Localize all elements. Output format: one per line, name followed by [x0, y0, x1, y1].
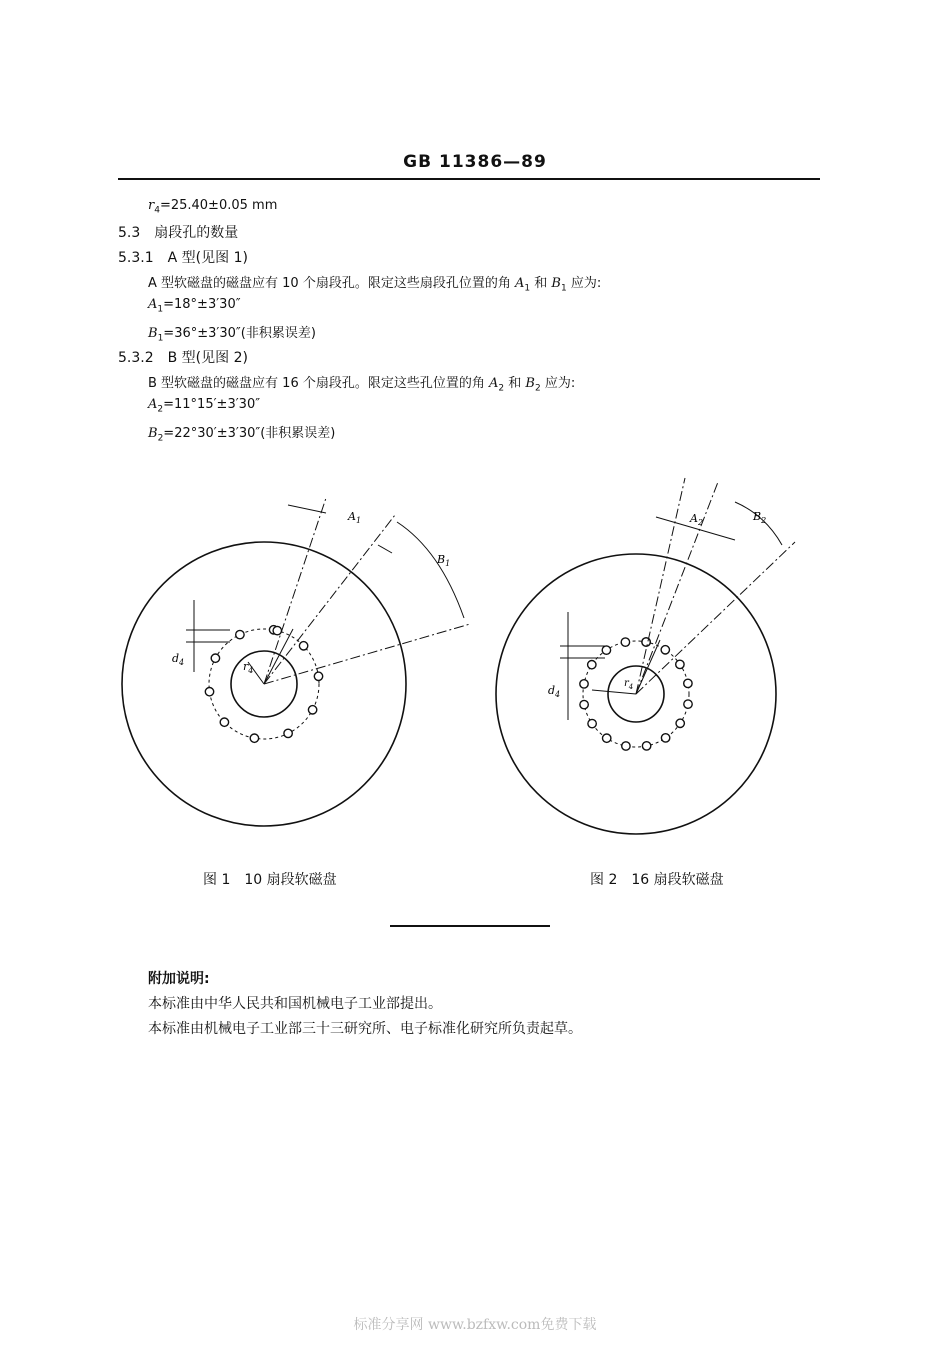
r4-spec-line: $r_4=25.40\pm 0.05$ mm: [148, 198, 278, 216]
figure-1-caption: 图 1 10 扇段软磁盘: [203, 872, 337, 888]
sector-hole: [661, 734, 669, 742]
figure-2-caption: 图 2 16 扇段软磁盘: [590, 872, 724, 888]
sector-hole: [220, 718, 228, 726]
figure-1-label-r4: $r_4$: [243, 660, 254, 675]
sector-hole: [580, 700, 588, 708]
sector-hole: [236, 630, 244, 638]
sector-hole: [314, 672, 322, 680]
figure-1-dim-a1-end: [378, 545, 392, 553]
sector-hole: [299, 642, 307, 650]
figure-1-hole-line: [264, 629, 293, 684]
figure-1-label-a1: $A_1$: [348, 510, 362, 525]
figure-2-label-d4: $d_4$: [548, 684, 561, 699]
sector-hole: [205, 688, 213, 696]
sector-hole: [676, 660, 684, 668]
sector-hole: [642, 742, 650, 750]
sector-hole: [602, 646, 610, 654]
section-5-3-1-desc: A 型软磁盘的磁盘应有 10 个扇段孔。限定这些扇段孔位置的角 $A_1$ 和 $B_1$ 应为:: [148, 276, 602, 294]
notes-line-1: 本标准由中华人民共和国机械电子工业部提出。: [148, 996, 442, 1012]
sector-hole: [273, 626, 281, 634]
separator-rule: [390, 925, 550, 927]
section-5-3-heading: 5.3 扇段孔的数量: [118, 225, 239, 241]
section-5-3-2-desc: B 型软磁盘的磁盘应有 16 个扇段孔。限定这些孔位置的角 $A_2$ 和 $B_2$ 应为:: [148, 376, 576, 394]
figure-1-radial-a: [264, 498, 326, 684]
figure-1-dim-a1: [288, 505, 326, 513]
notes-heading: 附加说明:: [148, 971, 210, 987]
figure-1-radial-b: [264, 624, 470, 684]
footer-watermark: 标准分享网 www.bzfxw.com免费下载: [353, 1317, 597, 1333]
sector-hole: [661, 646, 669, 654]
figure-1-label-d4: $d_4$: [172, 652, 185, 667]
section-5-3-2-eq-b2: $B_2=22^\circ 30'\pm 3'30''$(非积累误差): [148, 426, 336, 444]
sector-hole: [588, 661, 596, 669]
sector-hole: [250, 734, 258, 742]
figure-2-disk: [496, 478, 795, 834]
sector-hole: [588, 719, 596, 727]
figure-1-radial-mid: [264, 515, 395, 684]
sector-hole: [284, 729, 292, 737]
figure-2-label-a2: $A_2$: [690, 512, 704, 527]
sector-hole: [621, 638, 629, 646]
section-5-3-1-eq-a1: $A_1=18^\circ\pm 3'30''$: [148, 297, 241, 315]
figure-2-label-r4: $r_4$: [624, 678, 634, 691]
sector-hole: [684, 679, 692, 687]
sector-hole: [603, 734, 611, 742]
section-5-3-2-eq-a2: $A_2=11^\circ 15'\pm 3'30''$: [148, 397, 261, 415]
page-title: GB 11386—89: [403, 152, 547, 172]
figure-2-label-b2: $B_2$: [753, 510, 767, 525]
section-5-3-1-eq-b1: $B_1=36^\circ\pm 3'30''$(非积累误差): [148, 326, 316, 344]
sector-hole: [580, 680, 588, 688]
figure-1-label-b1: $B_1$: [437, 553, 451, 568]
sector-hole: [211, 654, 219, 662]
figure-1-dim-b1-arc: [397, 522, 464, 618]
notes-line-2: 本标准由机械电子工业部三十三研究所、电子标准化研究所负责起草。: [148, 1021, 582, 1037]
sector-hole: [642, 638, 650, 646]
figure-2-radial-b: [636, 542, 795, 694]
figure-2-dim-b2-arc: [735, 502, 782, 545]
sector-hole: [308, 706, 316, 714]
sector-hole: [676, 719, 684, 727]
sector-hole: [684, 700, 692, 708]
sector-hole: [622, 742, 630, 750]
section-5-3-2-heading: 5.3.2 B 型(见图 2): [118, 350, 248, 366]
section-5-3-1-heading: 5.3.1 A 型(见图 1): [118, 250, 248, 266]
